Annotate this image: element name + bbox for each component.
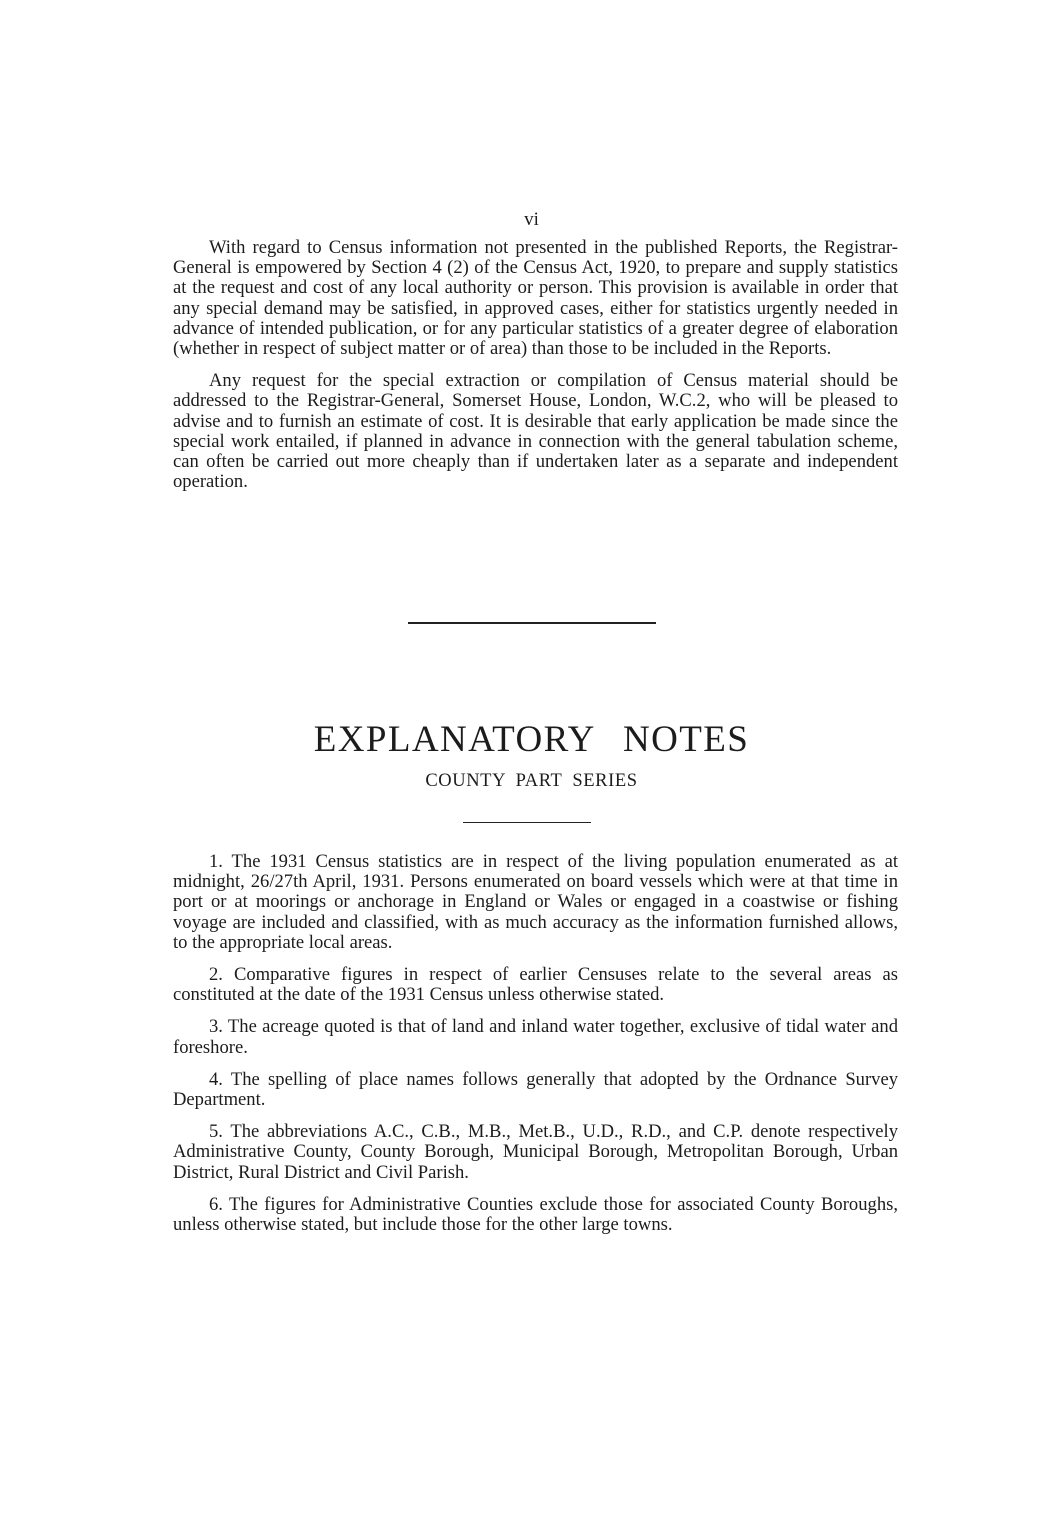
note-item-1: 1. The 1931 Census statistics are in respect of the living population enumerated as at midnight, 26/27th April, 1931. Persons enumerated on board vessels which were at that time in port or at moorings or anchorage in England or Wales or engaged in a coastwise or fishing voyage are included and classified, with as much accuracy as the information furnished allows, to the appropriate local areas. xyxy=(173,851,898,953)
section-divider-rule xyxy=(408,622,656,624)
page-number: vi xyxy=(524,209,539,230)
section-subtitle: COUNTY PART SERIES xyxy=(425,771,638,791)
note-item-4: 4. The spelling of place names follows generally that adopted by the Ordnance Survey Department. xyxy=(173,1068,898,1111)
note-item-5: 5. The abbreviations A.C., C.B., M.B., Met.B., U.D., R.D., and C.P. denote respectively Administrative County, County Borough, Municipal Borough, Metropolitan Borough, Urban District, Rural District and Civil Parish. xyxy=(173,1121,898,1183)
note-item-2: 2. Comparative figures in respect of earlier Censuses relate to the several areas as constituted at the date of the 1931 Census unless otherwise stated. xyxy=(173,964,898,1006)
intro-paragraph-census-information: With regard to Census information not presented in the published Reports, the Registrar-General is empowered by Section 4 (2) of the Census Act, 1920, to prepare and supply statistics at the request and cost of any local authority or person. This provision is available in order that any special demand may be satisfied, in approved cases, either for statistics urgently needed in advance of intended publication, or for any particular statistics of a greater degree of elaboration (whether in respect of subject matter or of area) than those to be included in the Reports. xyxy=(173,237,898,360)
explanatory-notes-list xyxy=(173,852,898,1235)
intro-section xyxy=(173,238,898,492)
title-underline-rule xyxy=(463,822,591,823)
intro-paragraph-special-requests: Any request for the special extraction or compilation of Census material should be addressed to the Registrar-General, Somerset House, London, W.C.2, who will be pleased to advise and to furnish an estimate of cost. It is desirable that early application be made since the special work entailed, if planned in advance in connection with the general tabulation scheme, can often be carried out more cheaply than if undertaken later as a separate and independent operation. xyxy=(173,370,898,493)
section-title: EXPLANATORY NOTES xyxy=(313,719,750,760)
note-item-6: 6. The figures for Administrative Counties exclude those for associated County Boroughs, unless otherwise stated, but include those for the other large towns. xyxy=(173,1193,898,1236)
note-item-3: 3. The acreage quoted is that of land and inland water together, exclusive of tidal water and foreshore. xyxy=(173,1016,898,1058)
